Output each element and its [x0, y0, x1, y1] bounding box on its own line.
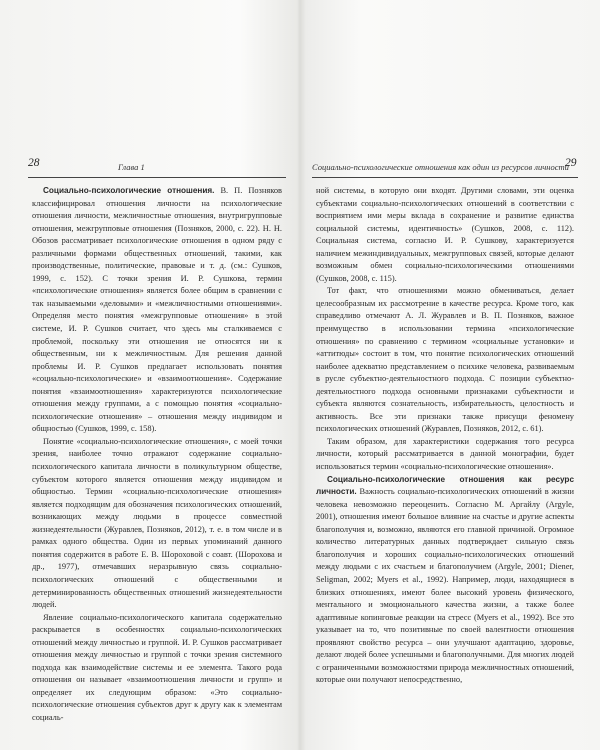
paragraph: [32, 185, 282, 436]
section-heading: Социально-психологические отношения как ресурс личности.: [316, 474, 574, 497]
running-head-title: Социально-психологические отношения как один из ресурсов личности: [312, 162, 569, 172]
running-head: [28, 157, 286, 176]
header-rule: [28, 177, 286, 178]
body-text: [32, 185, 282, 725]
body-text: [316, 185, 574, 687]
running-head-title: Глава 1: [118, 162, 145, 172]
paragraph-text: Понятие «социально-психологические отношения», с моей точки зрения, наиболее точно отражают содержание социально-психологического капитала личности в поликультурном обществе, субъектом которого является отношения между индивидом и общностью. Термин «социально-психологические отношения» является подходящим для обозначения психологических отношений, возникающих между людьми в процессе совместной жизнедеятельности (Журавлев, Позняков, 2012), т. е. в том числе и в рамках одного общества. Один из первых упоминаний данного понятия содержится в работе Е. В. Шороховой с соавт. (Шорохова и др., 1977), отмечавших неразрывную связь социально-психологических отношений с общественными и детерминированность общественных отношений жизнедеятельности людей.: [32, 436, 282, 610]
paragraph: [316, 436, 574, 474]
paragraph-text: Тот факт, что отношениями можно обмениваться, делает целесообразным их рассмотрение в качестве ресурса. Кроме того, как справедливо отмечают А. Л. Журавлев и В. П. Позняков, важное преимущество в использовании термина «психологические отношения» по сравнению с термином «социальные установки» и «аттитюды» состоит в том, что понятие психологических отношений наиболее адекватно представлением о психике человека, развиваемым в русле субъектно-деятельностного подхода. С позиции субъектно-деятельностного подхода основными признаками субъектности и субъекта являются сознательность, избирательность, целостность и активность. Все эти признаки также присущи феномену психологических отношений (Журавлев, Позняков, 2012, с. 61).: [316, 286, 574, 434]
paragraph-text: Важность социально-психологических отношений в жизни человека невозможно переоценить. Согласно М. Аргайлу (Argyle, 2001), отношения имеют большое влияние на счастье и другие аспекты благополучия и, возможно, являются его главной причиной. Огромное количество литературных данных подтверждает сильную связь благополучия и хороших социально-психологических отношений между людьми с их счастьем и благополучием (Argyle, 2001; Diener, Seligman, 2002; Myers et al., 1992). Например, люди, находящиеся в близких отношениях, имеют более высокий уровень физического, ментального и эмоционального качества жизни, а также более адаптивные копинговые реакции на стресс (Myers et al., 1992). Все это указывает на то, что позитивные по своей валентности отношения проявляют свойство ресурса – они улучшают адаптацию, здоровье, делают людей более успешными и благополучными. Для многих людей с ограниченными возможностями природа межличностных отношений, которые они получают непосредственно,: [316, 487, 574, 685]
paragraph-text: ной системы, в которую они входят. Другими словами, эти оценка субъектами социально-психологических отношений в соответствии с восприятием ими меры вклада в сохранение и развитие единства социальной системы, идентичность» (Сушков, 2008, с. 112). Социальная система, согласно И. Р. Сушкову, характеризуется наличием межиндивидуальных, межгрупповых связей, которые делают возможным обмен социально-психологическими отношениями (Сушков, 2008, с. 115).: [316, 186, 574, 283]
paragraph: [316, 474, 574, 687]
paragraph-text: В. П. Позняков классифицировал отношения личности на психологические отношения личности, межличностные отношения, внутригрупповые отношения, межгрупповые отношения (Позняков, 2000, с. 22). Н. Н. Обозов рассматривает психологические отношения в одном ряду с различными формами общественных отношений, такими, как производственные, политические, правовые и т. д. (см.: Сушков, 1999, с. 152). С точки зрения И. Р. Сушкова, термин «психологические отношения» является более общим в сравнении с так называемыми «деловыми» и «межличностными отношениями». Определяя место понятия «межгрупповые отношения» в этой системе, И. Р. Сушков считает, что здесь мы сталкиваемся с проблемой, поскольку эти отношения не относятся ни к общественным, ни к межличностным. Для решения данной проблемы И. Р. Сушков предлагает использовать понятия «социально-психологические» и «взаимоотношения». Содержание понятия «взаимоотношения» характеризуются психологические отношения между группами, а с помощью понятия «социально-психологические отношения» – отношения между индивидом и общностью (Сушков, 1999, с. 158).: [32, 186, 282, 434]
page-number: 28: [28, 157, 40, 169]
paragraph: [32, 612, 282, 725]
paragraph-text: Таким образом, для характеристики содержания того ресурса личности, который рассматривается в данной монографии, будет использоваться термин «социально-психологические отношения».: [316, 436, 574, 472]
paragraph: [316, 285, 574, 436]
section-heading: Социально-психологические отношения.: [43, 186, 215, 195]
running-head: [312, 157, 578, 176]
header-rule: [312, 177, 578, 178]
paragraph-text: Явление социально-психологического капитала содержательно раскрывается в особенностях социально-психологических отношений между личностью и группой. И. Р. Сушков рассматривает отношения между личностью и группой с точки зрения системного подхода как взаимодействие системы и ее элемента. Такого рода отношения он называет «взаимоотношения личности и групп» и определяет их следующим образом: «Это социально-психологические отношения субъектов друг к другу как к элементам социаль-: [32, 612, 282, 722]
right-page: [300, 0, 600, 750]
paragraph: [32, 436, 282, 612]
page-number: 29: [565, 157, 577, 169]
paragraph: [316, 185, 574, 285]
